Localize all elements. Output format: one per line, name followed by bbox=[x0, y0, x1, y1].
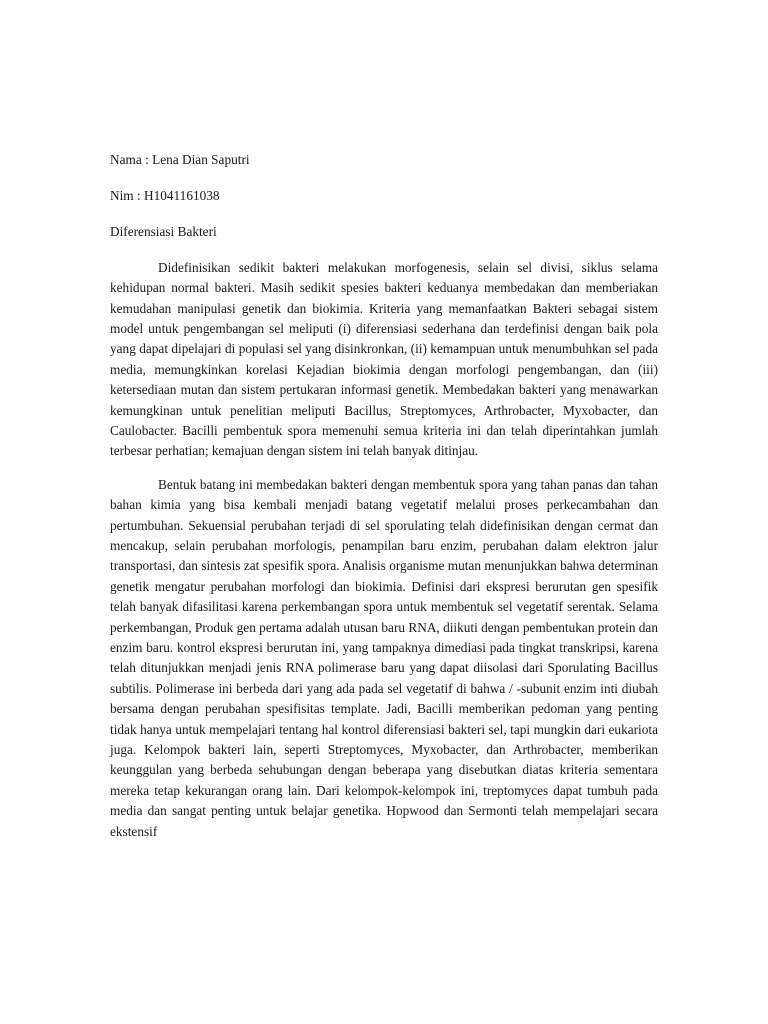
body-paragraph-1: Didefinisikan sedikit bakteri melakukan morfogenesis, selain sel divisi, siklus selama kehidupan normal bakteri. Masih sedikit spesies bakteri keduanya membedakan dan memberiakan kemudahan manipulasi genetik dan biokimia. Kriteria yang memanfaatkan Bakteri sebagai sistem model untuk pengembangan sel meliputi (i) diferensiasi sederhana dan terdefinisi dengan baik pola yang dapat dipelajari di populasi sel yang disinkronkan, (ii) kemampuan untuk menumbuhkan sel pada media, memungkinkan korelasi Kejadian biokimia dengan morfologi pengembangan, dan (iii) ketersediaan mutan dan sistem pertukaran informasi genetik. Membedakan bakteri yang menawarkan kemungkinan untuk penelitian meliputi Bacillus, Streptomyces, Arthrobacter, Myxobacter, dan Caulobacter. Bacilli pembentuk spora memenuhi semua kriteria ini dan telah diperintahkan jumlah terbesar perhatian; kemajuan dengan sistem ini telah banyak ditinjau. bbox=[110, 259, 658, 459]
body-paragraph-2: Bentuk batang ini membedakan bakteri dengan membentuk spora yang tahan panas dan tahan bahan kimia yang bisa kembali menjadi batang vegetatif melalui proses perkecambahan dan pertumbuhan. Sekuensial perubahan terjadi di sel sporulating telah didefinisikan dengan cermat dan mencakup, selain perubahan morfologis, penampilan baru enzim, perubahan dalam elektron jalur transportasi, dan sintesis zat spesifik spora. Analisis organisme mutan menunjukkan bahwa determinan genetik mengatur perubahan morfologi dan biokimia. Definisi dari ekspresi berurutan gen spesifik telah banyak difasilitasi karena perkembangan spora untuk membentuk sel vegetatif serentak. Selama perkembangan, Produk gen pertama adalah utusan baru RNA, diikuti dengan pembentukan protein dan enzim baru. kontrol ekspresi berurutan ini, yang tampaknya dimediasi pada tingkat transkripsi, karena telah ditunjukkan menjadi jenis RNA polimerase baru yang dapat diisolasi dari Sporulating Bacillus subtilis. Polimerase ini berbeda dari yang ada pada sel vegetatif di bahwa / -subunit enzim inti diubah bersama dengan perubahan spesifisitas template. Jadi, Bacilli memberikan pedoman yang penting tidak hanya untuk mempelajari tentang hal kontrol diferensiasi bakteri sel, tapi mungkin dari eukariota juga. Kelompok bakteri lain, seperti Streptomyces, Myxobacter, dan Arthrobacter, memberikan keunggulan yang berbeda sehubungan dengan beberapa yang disebutkan diatas kriteria sementara mereka tetap kekurangan orang lain. Dari kelompok-kelompok ini, treptomyces dapat tumbuh pada media dan sangat penting untuk belajar genetika. Hopwood dan Sermonti telah mempelajari secara ekstensif bbox=[110, 476, 658, 839]
document-page bbox=[110, 150, 658, 842]
author-name-line: Nama : Lena Dian Saputri bbox=[110, 152, 250, 167]
student-id-line: Nim : H1041161038 bbox=[110, 187, 220, 203]
document-title: Diferensiasi Bakteri bbox=[110, 223, 217, 239]
